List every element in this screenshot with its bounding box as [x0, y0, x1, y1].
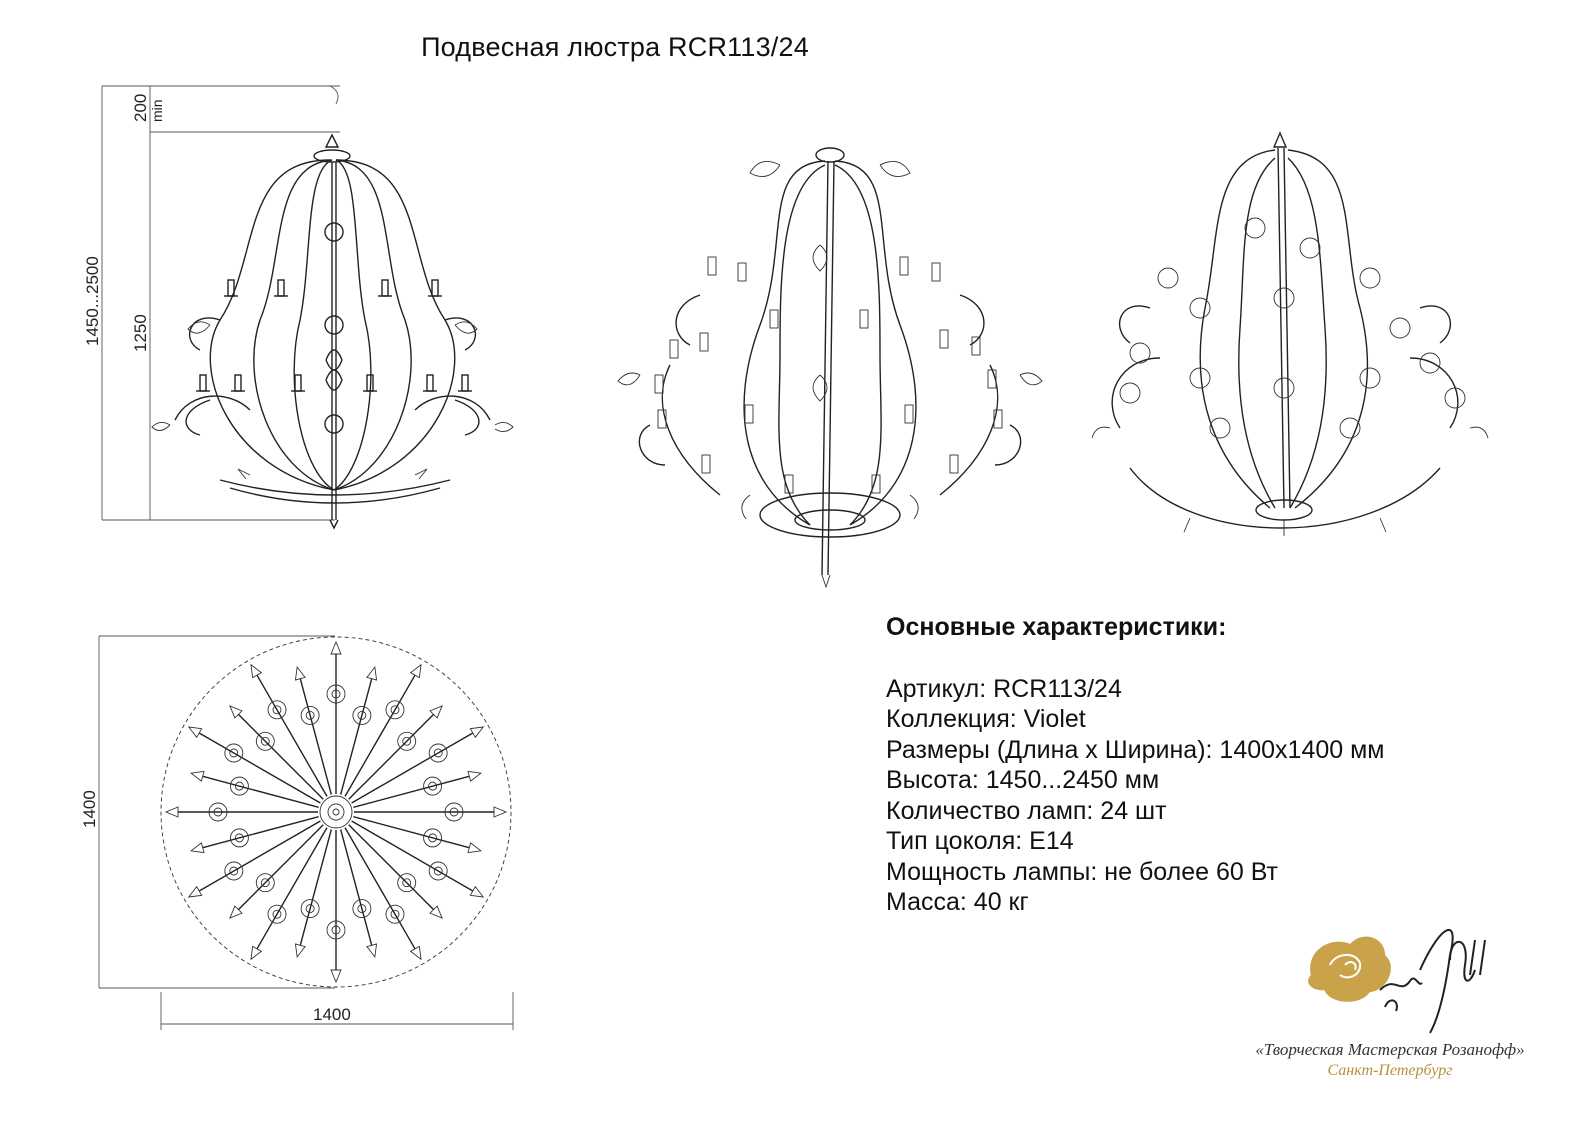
- spec-collection: Коллекция: Violet: [886, 705, 1086, 733]
- company-name: «Творческая Мастерская Розанофф»: [1255, 1040, 1525, 1059]
- plan-arm: [199, 821, 320, 891]
- spec-lamp-count: Количество ламп: 24 шт: [886, 796, 1167, 825]
- plan-dimension-lines: [99, 636, 513, 1030]
- plan-arm: [345, 828, 415, 949]
- plan-leaf-tip: [189, 887, 202, 897]
- plan-leaf-tip: [468, 771, 481, 781]
- plan-leaf-tip: [295, 667, 305, 680]
- plan-arm: [238, 825, 323, 910]
- plan-leaf-tip: [331, 970, 341, 982]
- total-height-label: 1450...2500: [83, 256, 102, 346]
- company-city: Санкт-Петербург: [1327, 1062, 1453, 1079]
- company-caption: [1230, 1040, 1550, 1080]
- plan-arm: [352, 821, 473, 891]
- spec-height: Высота: 1450...2450 мм: [886, 766, 1160, 794]
- plan-leaf-tip: [470, 887, 483, 897]
- front-elevation-drawing: [80, 70, 600, 630]
- drop-min-label: 200: [131, 93, 150, 122]
- top-view-drawing: [80, 632, 545, 1052]
- plan-leaf-tip: [411, 665, 421, 678]
- body-height-label: 1250: [131, 314, 150, 352]
- plan-leaf-tip: [295, 944, 305, 957]
- plan-leaf-tip: [331, 642, 341, 654]
- plan-leaf-tip: [468, 843, 481, 853]
- specifications-block: [886, 612, 1384, 918]
- spec-dimensions: Размеры (Длина х Ширина): 1400х1400 мм: [886, 735, 1385, 764]
- rose-logo-icon: [1300, 915, 1500, 1035]
- plan-arm: [257, 828, 327, 949]
- plan-leaf-tip: [411, 946, 421, 959]
- spec-socket-type: Тип цоколя: E14: [886, 827, 1074, 855]
- plan-leaf-tip: [251, 946, 261, 959]
- perspective-view-a: [610, 125, 1080, 595]
- plan-leaf-tip: [166, 807, 178, 817]
- plan-arm: [349, 825, 434, 910]
- plan-arm: [238, 714, 323, 799]
- spec-article: Артикул: RCR113/24: [886, 674, 1122, 703]
- plan-rays: [166, 642, 506, 982]
- plan-width-label: 1400: [313, 1005, 351, 1024]
- page-title: Подвесная люстра RCR113/24: [421, 32, 809, 62]
- plan-arm: [257, 675, 327, 796]
- plan-leaf-tip: [367, 667, 377, 680]
- signature-mark: [1380, 930, 1485, 1033]
- persp-b-body: [1112, 133, 1458, 528]
- plan-leaf-tip: [494, 807, 506, 817]
- plan-leaf-tip: [191, 843, 204, 853]
- spec-lamp-power: Мощность лампы: не более 60 Вт: [886, 857, 1279, 886]
- plan-arm: [349, 714, 434, 799]
- plan-leaf-tip: [470, 727, 483, 737]
- plan-arm: [199, 733, 320, 803]
- drop-min-unit: min: [149, 99, 165, 122]
- plan-arm: [352, 733, 473, 803]
- front-chandelier-body: [175, 135, 490, 528]
- spec-weight: Масса: 40 кг: [886, 888, 1029, 916]
- plan-leaf-tip: [367, 944, 377, 957]
- plan-depth-label: 1400: [80, 790, 99, 828]
- perspective-view-b: [1070, 128, 1530, 578]
- plan-arm: [345, 675, 415, 796]
- plan-leaf-tip: [251, 665, 261, 678]
- plan-leaf-tip: [191, 771, 204, 781]
- persp-a-body: [639, 148, 1020, 575]
- height-dimension-lines: [102, 86, 340, 520]
- specs-heading: Основные характеристики:: [886, 613, 1227, 641]
- plan-leaf-tip: [189, 727, 202, 737]
- plan-hub: [320, 796, 352, 828]
